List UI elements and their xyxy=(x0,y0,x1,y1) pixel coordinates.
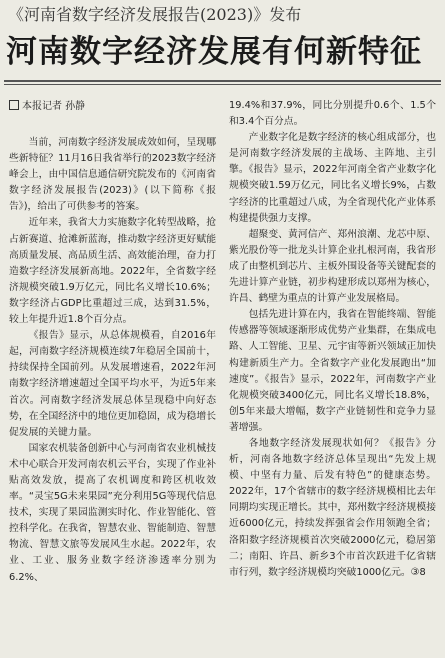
byline-text: 本报记者 孙静 xyxy=(22,101,86,112)
left-column xyxy=(9,98,216,658)
headline-divider-thick xyxy=(4,80,441,82)
right-column xyxy=(229,98,436,658)
right-paragraph-4: 包括先进计算在内，我省在智能终端、智能传感器等领域逐渐形成优势产业集群，在集成电路、人工智能、卫星、元宇宙等新兴领域正加快构建新质生产力。全省数字产业化发展跑出“加速度”。《报告》显示，2022年，河南数字产业化规模突破3400亿元，同比名义增长18.8%，创5年来最大增幅，数字产业链韧性和竞争力显著增强。 xyxy=(229,309,436,433)
headline-divider-thin xyxy=(4,84,441,85)
left-paragraph-1: 当前，河南数字经济发展成效如何，呈现哪些新特征？11月16日我省举行的2023数字经济峰会上，由中国信息通信研究院发布的《河南省数字经济发展报告(2023)》(以下简称《报告》)，给出了可供参考的答案。 xyxy=(9,137,216,213)
byline xyxy=(9,98,216,115)
byline-box-icon xyxy=(9,100,19,110)
left-paragraph-3: 《报告》显示，从总体规模看，自2016年起，河南数字经济规模连续7年稳居全国前十，持续保持全国前列。从发展增速看，2022年河南数字经济增速超过全国平均水平，为近5年来首次。河南数字经济发展总体呈现稳中向好态势，在全国经济中的地位更加稳固，成为稳增长促发展的关键力量。 xyxy=(9,330,216,438)
right-paragraph-5: 各地数字经济发展现状如何？《报告》分析，河南各地数字经济总体呈现出“先发上规模、中坚有力量、后发有特色”的健康态势。2022年，17个省辖市的数字经济规模相比去年同期均实现正增长。其中，郑州数字经济规模接近6000亿元，持续发挥强省会作用领跑全省；洛阳数字经济规模首次突破2000亿元，稳居第二；南阳、许昌、新乡3个市首次跃进千亿省辖市行列，数字经济规模均突破1000亿元。③8 xyxy=(229,437,436,578)
right-paragraph-1: 19.4%和37.9%，同比分别提升0.6个、1.5个和3.4个百分点。 xyxy=(229,100,436,128)
right-paragraph-2: 产业数字化是数字经济的核心组成部分，也是河南数字经济发展的主战场、主阵地、主引擎。《报告》显示，2022年河南全省产业数字化规模突破1.59万亿元，同比名义增长9%，占数字经济的比重超过八成，为全省现代化产业体系构建提供强力支撑。 xyxy=(229,132,436,224)
right-paragraph-3: 超聚变、黄河信产、郑州浪潮、龙芯中原、紫光股份等一批龙头计算企业扎根河南，我省形成了由整机到芯片、主板外围设备等关键配套的先进计算产业链，初步构建形成以郑州为核心，许昌、鹤壁为重点的计算产业发展格局。 xyxy=(229,228,436,305)
article-headline: 河南数字经济发展有何新特征 xyxy=(6,34,422,70)
article-subtitle: 《河南省数字经济发展报告(2023)》发布 xyxy=(8,5,302,24)
left-paragraph-2: 近年来，我省大力实施数字化转型战略，抢占新赛道、抢滩新蓝海，推动数字经济更好赋能高质量发展、高品质生活、高效能治理，奋力打造数字经济发展新高地。2022年，全省数字经济规模突破1.9万亿元，同比名义增长10.6%；数字经济占GDP比重超过三成，达到31.5%，较上年提升近1.8个百分点。 xyxy=(9,217,216,326)
left-paragraph-4: 国家农机装备创新中心与河南省农业机械技术中心联合开发河南农机云平台，实现了作业补贴高效发放，提高了农机调度和跨区机收效率。“灵宝5G未来果园”充分利用5G等现代信息技术，实现了果园监测实时化、作业智能化、管控科学化。在我省，智慧农业、智能制造、智慧物流、智慧文旅等发展风生水起。2022年，农业、工业、服务业数字经济渗透率分别为6.2%、 xyxy=(9,442,216,583)
